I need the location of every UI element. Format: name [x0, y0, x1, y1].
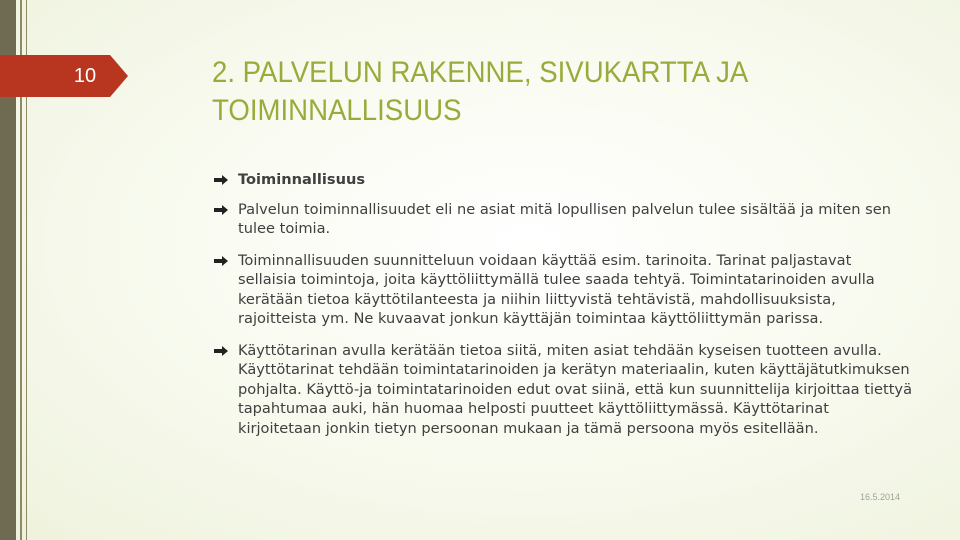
arrow-bullet-icon	[214, 205, 228, 215]
bullet-item	[214, 170, 914, 190]
bullet-text: Toiminnallisuuden suunnitteluun voidaan käyttää esim. tarinoita. Tarinat paljastavat sellaisia toimintoja, joita käyttöliittymällä tulee saada tehtyä. Toimintatarinoiden avulla kerätään tietoa käyttötilanteesta ja niihin liittyvistä tehtävistä, mahdollisuuksista, rajoitteista ym. Ne kuvaavat jonkun käyttäjän toimintaa käyttöliittymän parissa.	[238, 251, 875, 327]
bullet-list	[214, 170, 914, 450]
bullet-item	[214, 341, 914, 439]
slide-date: 16.5.2014	[859, 492, 900, 502]
arrow-bullet-icon	[214, 346, 228, 356]
bullet-text: Toiminnallisuus	[238, 171, 366, 188]
slide-title: 2. PALVELUN RAKENNE, SIVUKARTTA JA TOIMINNALLISUUS	[212, 56, 747, 127]
bullet-text: Palvelun toiminnallisuudet eli ne asiat mitä lopullisen palvelun tulee sisältää ja miten sen tulee toimia.	[238, 200, 891, 237]
bullet-item	[214, 251, 914, 329]
bullet-item	[214, 200, 914, 239]
arrow-bullet-icon	[214, 175, 228, 185]
arrow-bullet-icon	[214, 256, 228, 266]
bullet-text: Käyttötarinan avulla kerätään tietoa siitä, miten asiat tehdään kyseisen tuotteen avulla. Käyttötarinat tehdään toimintatarinoiden ja kerätyn materiaalin, kuten käyttäjätutkimuksen pohjalta. Käyttö-ja toimintatarinoiden edut ovat siinä, että kun suunnittelija kirjoittaa tiettyä tapahtumaa auki, hän huomaa helposti puutteet käyttöliittymässä. Käyttötarinat kirjoitetaan jonkin tietyn persoonan mukaan ja tämä persoona myös esitellään.	[238, 341, 913, 437]
slide-number: 10	[73, 65, 97, 87]
